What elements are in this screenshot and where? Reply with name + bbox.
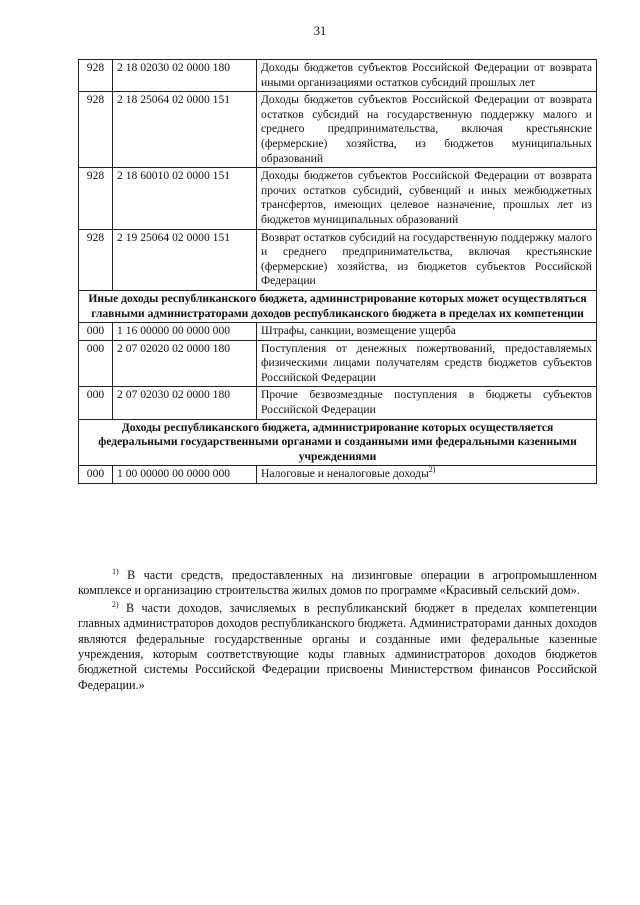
section-title: Иные доходы республиканского бюджета, администрирование которых может осуществляться главными администраторами доходов республиканского бюджета в пределах их компетенции: [79, 290, 597, 322]
admin-code: 928: [79, 229, 113, 290]
table-row: [79, 60, 597, 92]
footnote-text: В части средств, предоставленных на лизинговые операции в агропромышленном комплексе и организацию строительства жилых домов по программе «Красивый сельский дом».: [78, 568, 598, 598]
table-row: [79, 323, 597, 341]
revenue-name: Доходы бюджетов субъектов Российской Федерации от возврата иными организациями остатков субсидий прошлых лет: [261, 61, 592, 89]
revenue-name-cell: [257, 323, 597, 341]
table-row: [79, 387, 597, 419]
table-row: [79, 229, 597, 290]
table-row: [79, 168, 597, 229]
revenue-name: Прочие безвозмездные поступления в бюджеты субъектов Российской Федерации: [261, 388, 592, 417]
section-header-row: [79, 290, 597, 322]
revenue-name: Штрафы, санкции, возмещение ущерба: [261, 324, 456, 338]
revenue-name-cell: [257, 168, 597, 229]
table-row: [79, 92, 597, 168]
footnote-text: В части доходов, зачисляемых в республиканский бюджет в пределах компетенции главных администраторов доходов республиканского бюджета. Администраторами данных доходов являются федеральные государственные органы и созданные ими федеральные казенные учреждения, которым соответствующие коды главных администраторов доходов бюджетов бюджетной системы Российской Федерации присвоены Министерством финансов Российской Федерации.»: [78, 600, 597, 692]
revenue-code: 2 18 60010 02 0000 151: [113, 168, 257, 229]
revenue-name-cell: [257, 340, 597, 387]
table-body: [79, 60, 597, 484]
revenue-name: Возврат остатков субсидий на государственную поддержку малого и среднего предпринимательства, включая крестьянские (фермерские) хозяйства, из бюджетов субъектов Российской Федерации: [261, 230, 592, 288]
footnote: [78, 568, 597, 599]
section-title: Доходы республиканского бюджета, администрирование которых осуществляется федеральными государственными органами и созданными ими федеральными казенными учреждениями: [79, 419, 597, 466]
revenue-code: 2 07 02030 02 0000 180: [113, 387, 257, 419]
footnote-mark: 2): [112, 599, 119, 609]
admin-code: 000: [79, 323, 113, 341]
revenue-code: 1 00 00000 00 0000 000: [113, 466, 257, 484]
admin-code: 928: [79, 168, 113, 229]
table-row: [79, 340, 597, 387]
revenue-name: Налоговые и неналоговые доходы: [261, 467, 429, 481]
admin-code: 000: [79, 387, 113, 419]
revenue-name-cell: [257, 92, 597, 168]
admin-code: 928: [79, 92, 113, 168]
revenue-name-cell: [257, 466, 597, 484]
page-number: 31: [313, 24, 327, 38]
table-row: [79, 466, 597, 484]
admin-code: 928: [79, 60, 113, 92]
revenue-code: 1 16 00000 00 0000 000: [113, 323, 257, 341]
footnote-ref: 2): [428, 465, 436, 475]
admin-code: 000: [79, 340, 113, 387]
footnote-mark: 1): [112, 566, 119, 576]
revenue-code: 2 18 02030 02 0000 180: [113, 60, 257, 92]
revenue-code: 2 18 25064 02 0000 151: [113, 92, 257, 168]
section-header-row: [79, 419, 597, 466]
revenue-code: 2 07 02020 02 0000 180: [113, 340, 257, 387]
revenue-code: 2 19 25064 02 0000 151: [113, 229, 257, 290]
revenue-codes-table: [78, 59, 597, 484]
revenue-name: Доходы бюджетов субъектов Российской Федерации от возврата остатков субсидий на государственную поддержку малого и среднего предпринимательства, включая крестьянские (фермерские) хозяйства, из бюджетов муниципальных образований: [261, 93, 592, 165]
revenue-name: Поступления от денежных пожертвований, предоставляемых физическими лицами получателям средств бюджетов субъектов Российской Федерации: [261, 341, 592, 384]
revenue-name-cell: [257, 229, 597, 290]
revenue-name: Доходы бюджетов субъектов Российской Федерации от возврата прочих остатков субсидий, субвенций и иных межбюджетных трансфертов, имеющих целевое назначение, прошлых лет из бюджетов муниципальных образований: [261, 169, 592, 226]
admin-code: 000: [79, 466, 113, 484]
revenue-name-cell: [257, 60, 597, 92]
revenue-name-cell: [257, 387, 597, 419]
footnote: [78, 601, 597, 693]
footnotes: [78, 568, 597, 695]
